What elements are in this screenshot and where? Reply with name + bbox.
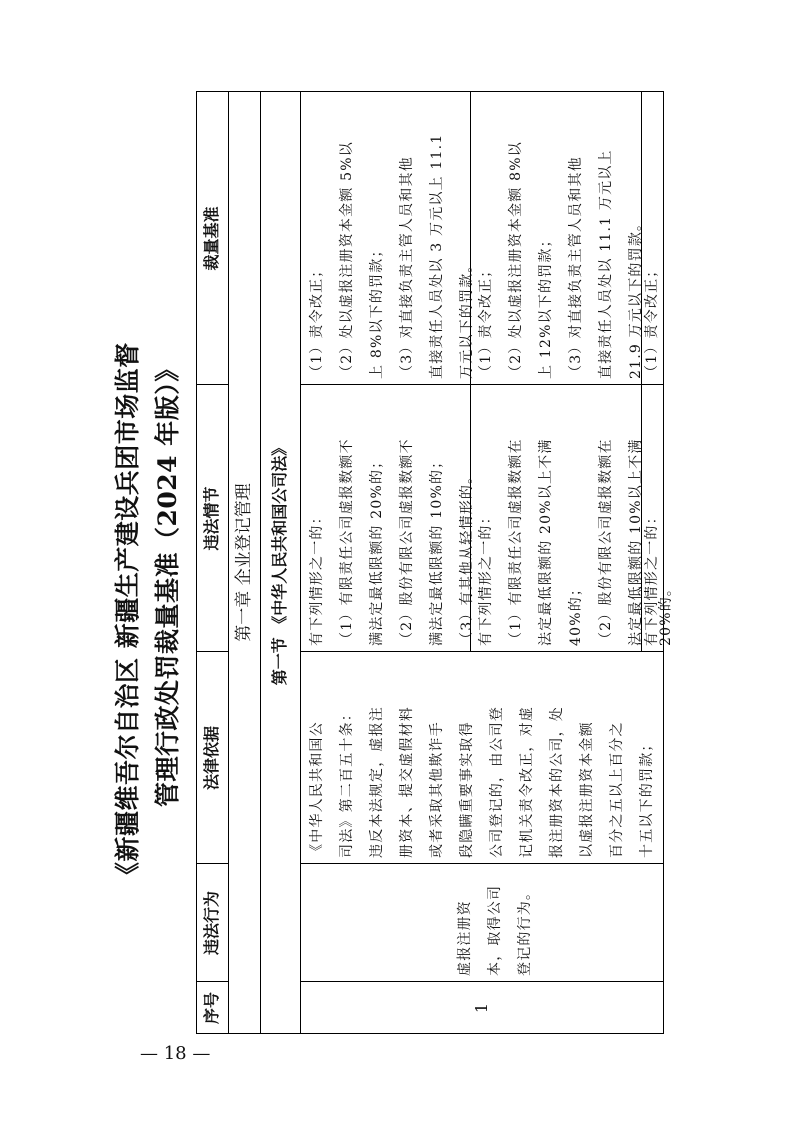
standard-line: （1）责令改正； — [309, 262, 325, 379]
standard-cell-1 — [302, 93, 482, 379]
col-header-circumstance: 违法情节 — [202, 486, 221, 551]
circumstance-line: （1）有限责任公司虚报数额不 — [339, 438, 355, 646]
legal-basis-line: 报注册资本的公司，处 — [549, 706, 565, 858]
circumstance-line: 有下列情形之一的： — [644, 509, 660, 646]
legal-basis-line: 册资本、提交虚假材料 — [399, 706, 415, 858]
standard-cell-3 — [642, 93, 663, 379]
circumstance-line: 满法定最低限额的 20%的； — [369, 453, 385, 646]
chapter-heading: 第一章 企业登记管理 — [234, 483, 254, 642]
circumstance-cell-1 — [302, 386, 482, 646]
circumstance-line: 法定最低限额的 10%以上不满 — [628, 438, 644, 646]
page-number: — 18 — — [140, 1043, 211, 1064]
circumstance-line: 法定最低限额的 20%以上不满 — [538, 438, 554, 646]
col-header-standard: 裁量基准 — [202, 206, 221, 271]
section-heading: 第一节 《中华人民共和国公司法》 — [270, 439, 289, 686]
col-header-offense: 违法行为 — [202, 891, 221, 956]
legal-basis-line: 百分之五以上百分之 — [609, 721, 625, 858]
circumstance-line: （2）股份有限公司虚报数额不 — [399, 438, 415, 646]
legal-basis-line: 十五以下的罚款； — [639, 736, 655, 858]
offense-line: 登记的行为。 — [517, 884, 533, 976]
standard-line: 21.9 万元以下的罚款。 — [628, 215, 644, 379]
legal-basis-line: 记机关责令改正，对虚 — [519, 706, 535, 858]
circumstance-line: 有下列情形之一的： — [309, 509, 325, 646]
entry-number: 1 — [472, 1002, 491, 1014]
circumstance-line: （3）有其他从轻情形的。 — [459, 468, 475, 646]
standard-cell-2 — [471, 93, 651, 379]
standard-line: 直接责任人员处以 3 万元以上 11.1 — [429, 133, 445, 379]
circumstance-line: 满法定最低限额的 10%的； — [429, 453, 445, 646]
offense-cell — [450, 866, 540, 976]
circumstance-line: 20%的。 — [658, 580, 674, 646]
legal-basis-line: 违反本法规定，虚报注 — [369, 706, 385, 858]
standard-line: （1）责令改正； — [478, 262, 494, 379]
legal-basis-line: 《中华人民共和国公 — [309, 721, 325, 858]
standard-line: （2）处以虚报注册资本金额 8%以 — [508, 141, 524, 379]
legal-basis-line: 或者采取其他欺诈手 — [429, 721, 445, 858]
standard-line: 上 12%以下的罚款； — [538, 232, 554, 379]
col-header-legal-basis: 法律依据 — [202, 726, 221, 791]
circumstance-cell-3 — [642, 386, 663, 646]
legal-basis-line: 公司登记的，由公司登 — [489, 706, 505, 858]
circumstance-line: （2）股份有限公司虚报数额在 — [598, 438, 614, 646]
standard-line: 万元以下的罚款。 — [459, 257, 475, 379]
legal-basis-line: 司法》第二百五十条： — [339, 706, 355, 858]
legal-basis-line: 段隐瞒重要事实取得 — [459, 721, 475, 858]
standard-line: 上 8%以下的罚款； — [369, 242, 385, 379]
standard-line: （2）处以虚报注册资本金额 5%以 — [339, 141, 355, 379]
offense-line: 虚报注册资 — [457, 900, 473, 976]
col-header-number: 序号 — [202, 992, 221, 1025]
offense-line: 本，取得公司 — [487, 884, 503, 976]
circumstance-line: （1）有限责任公司虚报数额在 — [508, 438, 524, 646]
circumstance-line: 有下列情形之一的： — [478, 509, 494, 646]
standard-line: （3）对直接负责主管人员和其他 — [568, 156, 584, 379]
standard-line: （3）对直接负责主管人员和其他 — [399, 156, 415, 379]
document-title-line1: 《新疆维吾尔自治区 新疆生产建设兵团市场监督 — [113, 342, 142, 887]
standard-line: （1）责令改正； — [644, 262, 660, 379]
document-title-line2: 管理行政处罚裁量基准（2024 年版）》 — [153, 356, 182, 807]
legal-basis-cell — [302, 654, 662, 858]
standard-line: 直接责任人员处以 11.1 万元以上 — [598, 149, 614, 379]
legal-basis-line: 以虚报注册资本金额 — [579, 721, 595, 858]
circumstance-line: 40%的； — [568, 580, 584, 646]
